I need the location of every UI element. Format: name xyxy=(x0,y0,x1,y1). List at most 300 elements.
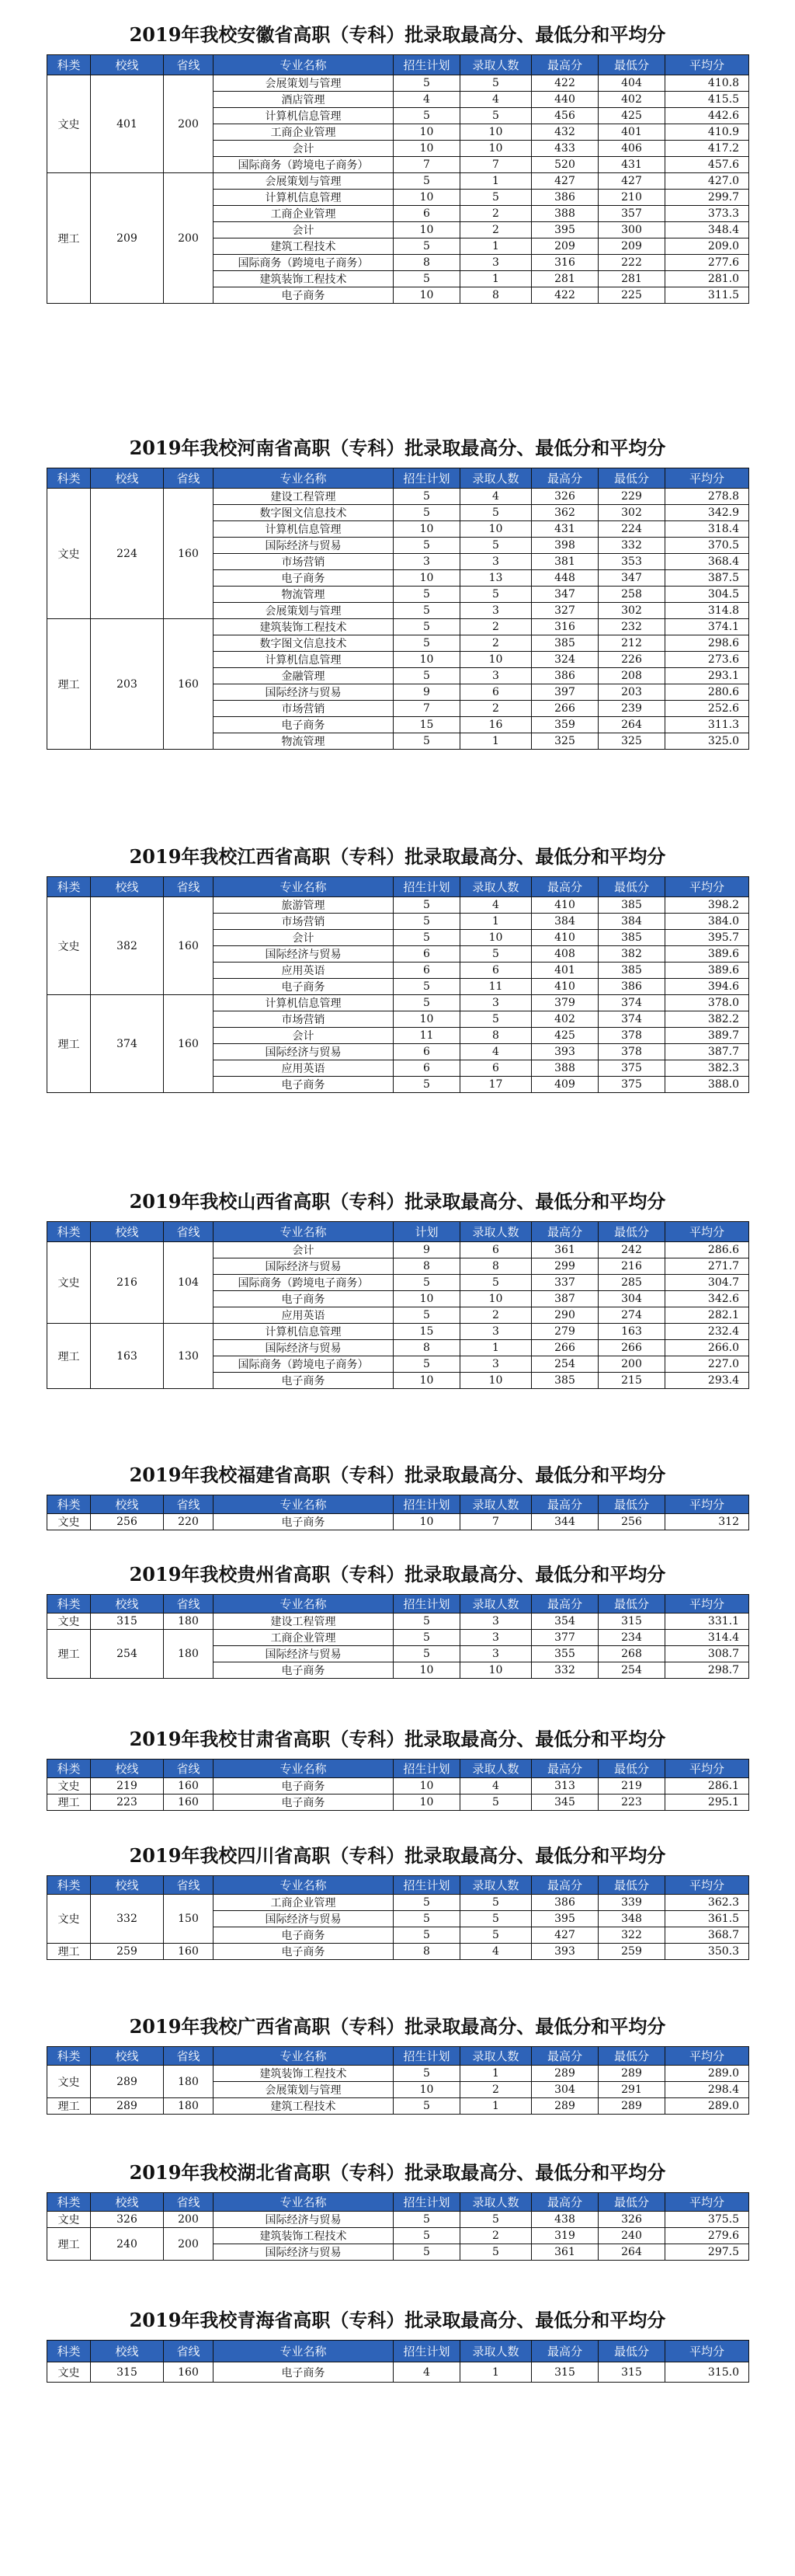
province-section xyxy=(47,2307,748,2383)
min-score-cell: 234 xyxy=(599,1630,665,1646)
avg-score-cell: 297.5 xyxy=(665,2244,749,2261)
max-score-cell: 381 xyxy=(532,554,599,570)
column-header: 最高分 xyxy=(532,877,599,897)
column-header: 最高分 xyxy=(532,1595,599,1613)
plan-cell: 5 xyxy=(394,505,460,521)
table-row xyxy=(47,2098,749,2115)
admitted-cell: 3 xyxy=(460,603,532,619)
province-section xyxy=(47,1843,748,1960)
header-row xyxy=(47,1222,749,1242)
avg-score-cell: 350.3 xyxy=(665,1944,749,1960)
plan-cell: 8 xyxy=(394,1944,460,1960)
avg-score-cell: 361.5 xyxy=(665,1911,749,1927)
max-score-cell: 422 xyxy=(532,75,599,92)
admitted-cell: 2 xyxy=(460,2082,532,2098)
admitted-cell: 5 xyxy=(460,946,532,963)
major-cell: 建设工程管理 xyxy=(214,489,394,505)
max-score-cell: 313 xyxy=(532,1778,599,1794)
admitted-cell: 1 xyxy=(460,2066,532,2082)
column-header: 录取人数 xyxy=(460,468,532,489)
admitted-cell: 5 xyxy=(460,1895,532,1911)
column-header: 省线 xyxy=(164,55,214,75)
avg-score-cell: 304.5 xyxy=(665,587,749,603)
plan-cell: 10 xyxy=(394,287,460,304)
avg-score-cell: 312 xyxy=(665,1514,749,1530)
plan-cell: 5 xyxy=(394,108,460,124)
category-cell: 文史 xyxy=(47,1514,91,1530)
avg-score-cell: 442.6 xyxy=(665,108,749,124)
admitted-cell: 1 xyxy=(460,2362,532,2383)
province-line-cell: 160 xyxy=(164,995,214,1093)
min-score-cell: 374 xyxy=(599,1011,665,1028)
column-header: 省线 xyxy=(164,877,214,897)
admission-table xyxy=(47,876,749,1093)
column-header: 招生计划 xyxy=(394,1495,460,1514)
table-row xyxy=(47,75,749,92)
column-header: 科类 xyxy=(47,468,91,489)
column-header: 校线 xyxy=(91,55,164,75)
province-section xyxy=(47,844,748,1093)
column-header: 专业名称 xyxy=(214,468,394,489)
column-header: 平均分 xyxy=(665,877,749,897)
column-header: 录取人数 xyxy=(460,877,532,897)
min-score-cell: 274 xyxy=(599,1307,665,1324)
admitted-cell: 4 xyxy=(460,897,532,914)
column-header: 招生计划 xyxy=(394,2341,460,2362)
max-score-cell: 316 xyxy=(532,619,599,635)
min-score-cell: 353 xyxy=(599,554,665,570)
province-line-cell: 160 xyxy=(164,1794,214,1811)
min-score-cell: 347 xyxy=(599,570,665,587)
avg-score-cell: 304.7 xyxy=(665,1275,749,1291)
max-score-cell: 386 xyxy=(532,190,599,206)
avg-score-cell: 266.0 xyxy=(665,1340,749,1356)
header-row xyxy=(47,1876,749,1895)
plan-cell: 9 xyxy=(394,1242,460,1258)
admitted-cell: 17 xyxy=(460,1077,532,1093)
min-score-cell: 427 xyxy=(599,173,665,190)
admitted-cell: 8 xyxy=(460,1258,532,1275)
column-header: 最低分 xyxy=(599,1495,665,1514)
min-score-cell: 385 xyxy=(599,897,665,914)
avg-score-cell: 378.0 xyxy=(665,995,749,1011)
min-score-cell: 289 xyxy=(599,2098,665,2115)
column-header: 最低分 xyxy=(599,1222,665,1242)
max-score-cell: 410 xyxy=(532,930,599,946)
max-score-cell: 299 xyxy=(532,1258,599,1275)
plan-cell: 5 xyxy=(394,635,460,652)
min-score-cell: 222 xyxy=(599,255,665,271)
plan-cell: 5 xyxy=(394,619,460,635)
max-score-cell: 316 xyxy=(532,255,599,271)
plan-cell: 5 xyxy=(394,995,460,1011)
column-header: 平均分 xyxy=(665,1760,749,1778)
column-header: 省线 xyxy=(164,2047,214,2066)
max-score-cell: 387 xyxy=(532,1291,599,1307)
major-cell: 物流管理 xyxy=(214,733,394,750)
admitted-cell: 1 xyxy=(460,271,532,287)
max-score-cell: 395 xyxy=(532,1911,599,1927)
school-line-cell: 326 xyxy=(91,2212,164,2228)
table-row xyxy=(47,1324,749,1340)
avg-score-cell: 373.3 xyxy=(665,206,749,222)
admitted-cell: 5 xyxy=(460,1794,532,1811)
major-cell: 金融管理 xyxy=(214,668,394,684)
school-line-cell: 289 xyxy=(91,2098,164,2115)
plan-cell: 6 xyxy=(394,1060,460,1077)
avg-score-cell: 427.0 xyxy=(665,173,749,190)
column-header: 平均分 xyxy=(665,468,749,489)
max-score-cell: 361 xyxy=(532,1242,599,1258)
header-row xyxy=(47,468,749,489)
avg-score-cell: 298.4 xyxy=(665,2082,749,2098)
admitted-cell: 5 xyxy=(460,2212,532,2228)
max-score-cell: 448 xyxy=(532,570,599,587)
column-header: 科类 xyxy=(47,2193,91,2212)
min-score-cell: 216 xyxy=(599,1258,665,1275)
major-cell: 会展策划与管理 xyxy=(214,603,394,619)
major-cell: 工商企业管理 xyxy=(214,1895,394,1911)
min-score-cell: 289 xyxy=(599,2066,665,2082)
avg-score-cell: 271.7 xyxy=(665,1258,749,1275)
avg-score-cell: 389.6 xyxy=(665,946,749,963)
avg-score-cell: 382.2 xyxy=(665,1011,749,1028)
category-cell: 理工 xyxy=(47,995,91,1093)
province-line-cell: 200 xyxy=(164,173,214,304)
column-header: 最高分 xyxy=(532,1495,599,1514)
plan-cell: 5 xyxy=(394,930,460,946)
avg-score-cell: 368.7 xyxy=(665,1927,749,1944)
max-score-cell: 279 xyxy=(532,1324,599,1340)
plan-cell: 5 xyxy=(394,1275,460,1291)
max-score-cell: 432 xyxy=(532,124,599,141)
plan-cell: 10 xyxy=(394,1291,460,1307)
admission-table xyxy=(47,1594,749,1679)
province-section xyxy=(47,2160,748,2261)
category-cell: 文史 xyxy=(47,2066,91,2098)
min-score-cell: 326 xyxy=(599,2212,665,2228)
province-line-cell: 180 xyxy=(164,1613,214,1630)
avg-score-cell: 388.0 xyxy=(665,1077,749,1093)
max-score-cell: 304 xyxy=(532,2082,599,2098)
major-cell: 电子商务 xyxy=(214,2362,394,2383)
plan-cell: 10 xyxy=(394,521,460,538)
min-score-cell: 259 xyxy=(599,1944,665,1960)
min-score-cell: 163 xyxy=(599,1324,665,1340)
category-cell: 文史 xyxy=(47,75,91,173)
major-cell: 建设工程管理 xyxy=(214,1613,394,1630)
admitted-cell: 5 xyxy=(460,587,532,603)
avg-score-cell: 277.6 xyxy=(665,255,749,271)
min-score-cell: 375 xyxy=(599,1060,665,1077)
avg-score-cell: 348.4 xyxy=(665,222,749,238)
min-score-cell: 212 xyxy=(599,635,665,652)
avg-score-cell: 298.6 xyxy=(665,635,749,652)
min-score-cell: 315 xyxy=(599,1613,665,1630)
major-cell: 电子商务 xyxy=(214,1927,394,1944)
max-score-cell: 398 xyxy=(532,538,599,554)
column-header: 最高分 xyxy=(532,2193,599,2212)
plan-cell: 10 xyxy=(394,570,460,587)
major-cell: 国际经济与贸易 xyxy=(214,1044,394,1060)
min-score-cell: 332 xyxy=(599,538,665,554)
column-header: 招生计划 xyxy=(394,1760,460,1778)
major-cell: 会计 xyxy=(214,1242,394,1258)
min-score-cell: 401 xyxy=(599,124,665,141)
min-score-cell: 375 xyxy=(599,1077,665,1093)
min-score-cell: 281 xyxy=(599,271,665,287)
major-cell: 工商企业管理 xyxy=(214,124,394,141)
max-score-cell: 386 xyxy=(532,1895,599,1911)
major-cell: 会计 xyxy=(214,1028,394,1044)
province-section xyxy=(47,1726,748,1811)
max-score-cell: 362 xyxy=(532,505,599,521)
plan-cell: 5 xyxy=(394,979,460,995)
admission-table xyxy=(47,2340,749,2383)
column-header: 科类 xyxy=(47,2341,91,2362)
major-cell: 建筑装饰工程技术 xyxy=(214,2228,394,2244)
admitted-cell: 16 xyxy=(460,717,532,733)
plan-cell: 10 xyxy=(394,1514,460,1530)
admitted-cell: 8 xyxy=(460,287,532,304)
max-score-cell: 409 xyxy=(532,1077,599,1093)
major-cell: 建筑工程技术 xyxy=(214,238,394,255)
max-score-cell: 395 xyxy=(532,222,599,238)
avg-score-cell: 315.0 xyxy=(665,2362,749,2383)
plan-cell: 5 xyxy=(394,1646,460,1662)
plan-cell: 5 xyxy=(394,1356,460,1373)
max-score-cell: 325 xyxy=(532,733,599,750)
table-row xyxy=(47,1613,749,1630)
section-title: 2019年我校湖北省高职（专科）批录取最高分、最低分和平均分 xyxy=(129,2161,666,2184)
max-score-cell: 520 xyxy=(532,157,599,173)
max-score-cell: 337 xyxy=(532,1275,599,1291)
plan-cell: 4 xyxy=(394,92,460,108)
category-cell: 理工 xyxy=(47,1944,91,1960)
admitted-cell: 1 xyxy=(460,733,532,750)
plan-cell: 5 xyxy=(394,1630,460,1646)
max-score-cell: 438 xyxy=(532,2212,599,2228)
avg-score-cell: 273.6 xyxy=(665,652,749,668)
plan-cell: 5 xyxy=(394,75,460,92)
column-header: 省线 xyxy=(164,1495,214,1514)
max-score-cell: 324 xyxy=(532,652,599,668)
min-score-cell: 264 xyxy=(599,717,665,733)
admitted-cell: 6 xyxy=(460,684,532,701)
max-score-cell: 347 xyxy=(532,587,599,603)
max-score-cell: 319 xyxy=(532,2228,599,2244)
plan-cell: 10 xyxy=(394,124,460,141)
min-score-cell: 378 xyxy=(599,1028,665,1044)
major-cell: 国际商务（跨境电子商务） xyxy=(214,1275,394,1291)
category-cell: 文史 xyxy=(47,897,91,995)
major-cell: 工商企业管理 xyxy=(214,1630,394,1646)
major-cell: 计算机信息管理 xyxy=(214,1324,394,1340)
admitted-cell: 7 xyxy=(460,1514,532,1530)
plan-cell: 5 xyxy=(394,2066,460,2082)
admitted-cell: 3 xyxy=(460,1646,532,1662)
max-score-cell: 290 xyxy=(532,1307,599,1324)
admitted-cell: 3 xyxy=(460,995,532,1011)
max-score-cell: 386 xyxy=(532,668,599,684)
category-cell: 理工 xyxy=(47,1794,91,1811)
admitted-cell: 10 xyxy=(460,1662,532,1679)
plan-cell: 5 xyxy=(394,603,460,619)
min-score-cell: 232 xyxy=(599,619,665,635)
category-cell: 文史 xyxy=(47,2362,91,2383)
major-cell: 建筑工程技术 xyxy=(214,2098,394,2115)
avg-score-cell: 331.1 xyxy=(665,1613,749,1630)
min-score-cell: 264 xyxy=(599,2244,665,2261)
major-cell: 国际经济与贸易 xyxy=(214,1258,394,1275)
plan-cell: 5 xyxy=(394,1911,460,1927)
province-line-cell: 200 xyxy=(164,2212,214,2228)
admitted-cell: 3 xyxy=(460,554,532,570)
avg-score-cell: 389.7 xyxy=(665,1028,749,1044)
school-line-cell: 254 xyxy=(91,1630,164,1679)
avg-score-cell: 387.5 xyxy=(665,570,749,587)
avg-score-cell: 209.0 xyxy=(665,238,749,255)
category-cell: 理工 xyxy=(47,173,91,304)
column-header: 校线 xyxy=(91,1595,164,1613)
table-row xyxy=(47,1944,749,1960)
province-line-cell: 160 xyxy=(164,2362,214,2383)
min-score-cell: 229 xyxy=(599,489,665,505)
column-header: 最高分 xyxy=(532,55,599,75)
min-score-cell: 384 xyxy=(599,914,665,930)
avg-score-cell: 362.3 xyxy=(665,1895,749,1911)
min-score-cell: 382 xyxy=(599,946,665,963)
major-cell: 计算机信息管理 xyxy=(214,521,394,538)
column-header: 录取人数 xyxy=(460,2341,532,2362)
table-row xyxy=(47,2212,749,2228)
admitted-cell: 10 xyxy=(460,1291,532,1307)
admitted-cell: 3 xyxy=(460,255,532,271)
admitted-cell: 10 xyxy=(460,1373,532,1389)
column-header: 计划 xyxy=(394,1222,460,1242)
min-score-cell: 223 xyxy=(599,1794,665,1811)
column-header: 录取人数 xyxy=(460,1760,532,1778)
avg-score-cell: 286.6 xyxy=(665,1242,749,1258)
plan-cell: 10 xyxy=(394,2082,460,2098)
column-header: 专业名称 xyxy=(214,1222,394,1242)
admitted-cell: 3 xyxy=(460,1630,532,1646)
admitted-cell: 10 xyxy=(460,521,532,538)
admitted-cell: 5 xyxy=(460,1927,532,1944)
table-row xyxy=(47,1794,749,1811)
admitted-cell: 6 xyxy=(460,1060,532,1077)
major-cell: 会计 xyxy=(214,141,394,157)
province-section xyxy=(47,435,748,750)
major-cell: 国际商务（跨境电子商务） xyxy=(214,157,394,173)
avg-score-cell: 298.7 xyxy=(665,1662,749,1679)
avg-score-cell: 314.4 xyxy=(665,1630,749,1646)
avg-score-cell: 314.8 xyxy=(665,603,749,619)
plan-cell: 5 xyxy=(394,1613,460,1630)
major-cell: 数字图文信息技术 xyxy=(214,505,394,521)
admission-table xyxy=(47,54,749,304)
major-cell: 会计 xyxy=(214,222,394,238)
admitted-cell: 3 xyxy=(460,1324,532,1340)
column-header: 省线 xyxy=(164,1876,214,1895)
header-row xyxy=(47,877,749,897)
plan-cell: 6 xyxy=(394,1044,460,1060)
plan-cell: 7 xyxy=(394,701,460,717)
column-header: 专业名称 xyxy=(214,877,394,897)
avg-score-cell: 398.2 xyxy=(665,897,749,914)
column-header: 录取人数 xyxy=(460,2193,532,2212)
school-line-cell: 315 xyxy=(91,1613,164,1630)
min-score-cell: 302 xyxy=(599,505,665,521)
admitted-cell: 8 xyxy=(460,1028,532,1044)
min-score-cell: 226 xyxy=(599,652,665,668)
column-header: 省线 xyxy=(164,2341,214,2362)
max-score-cell: 433 xyxy=(532,141,599,157)
admitted-cell: 1 xyxy=(460,2098,532,2115)
max-score-cell: 427 xyxy=(532,1927,599,1944)
min-score-cell: 374 xyxy=(599,995,665,1011)
header-row xyxy=(47,2193,749,2212)
province-line-cell: 130 xyxy=(164,1324,214,1389)
admitted-cell: 5 xyxy=(460,505,532,521)
table-row xyxy=(47,995,749,1011)
column-header: 最高分 xyxy=(532,468,599,489)
category-cell: 文史 xyxy=(47,1613,91,1630)
avg-score-cell: 289.0 xyxy=(665,2098,749,2115)
column-header: 平均分 xyxy=(665,2341,749,2362)
column-header: 专业名称 xyxy=(214,2047,394,2066)
province-line-cell: 180 xyxy=(164,2066,214,2098)
max-score-cell: 344 xyxy=(532,1514,599,1530)
table-row xyxy=(47,489,749,505)
min-score-cell: 239 xyxy=(599,701,665,717)
plan-cell: 8 xyxy=(394,1258,460,1275)
avg-score-cell: 289.0 xyxy=(665,2066,749,2082)
column-header: 科类 xyxy=(47,2047,91,2066)
avg-score-cell: 295.1 xyxy=(665,1794,749,1811)
section-title: 2019年我校河南省高职（专科）批录取最高分、最低分和平均分 xyxy=(129,437,666,459)
max-score-cell: 354 xyxy=(532,1613,599,1630)
column-header: 平均分 xyxy=(665,1495,749,1514)
province-line-cell: 220 xyxy=(164,1514,214,1530)
province-line-cell: 160 xyxy=(164,897,214,995)
column-header: 科类 xyxy=(47,1760,91,1778)
plan-cell: 5 xyxy=(394,238,460,255)
admitted-cell: 10 xyxy=(460,124,532,141)
major-cell: 电子商务 xyxy=(214,1944,394,1960)
min-score-cell: 203 xyxy=(599,684,665,701)
min-score-cell: 300 xyxy=(599,222,665,238)
major-cell: 国际经济与贸易 xyxy=(214,538,394,554)
table-row xyxy=(47,619,749,635)
admitted-cell: 5 xyxy=(460,190,532,206)
major-cell: 国际经济与贸易 xyxy=(214,946,394,963)
avg-score-cell: 281.0 xyxy=(665,271,749,287)
province-section xyxy=(47,1189,748,1389)
avg-score-cell: 280.6 xyxy=(665,684,749,701)
plan-cell: 10 xyxy=(394,1778,460,1794)
admitted-cell: 2 xyxy=(460,635,532,652)
max-score-cell: 393 xyxy=(532,1044,599,1060)
column-header: 最低分 xyxy=(599,1595,665,1613)
admitted-cell: 1 xyxy=(460,173,532,190)
table-row xyxy=(47,173,749,190)
admitted-cell: 2 xyxy=(460,206,532,222)
avg-score-cell: 389.6 xyxy=(665,963,749,979)
admitted-cell: 5 xyxy=(460,75,532,92)
column-header: 校线 xyxy=(91,1760,164,1778)
major-cell: 电子商务 xyxy=(214,717,394,733)
